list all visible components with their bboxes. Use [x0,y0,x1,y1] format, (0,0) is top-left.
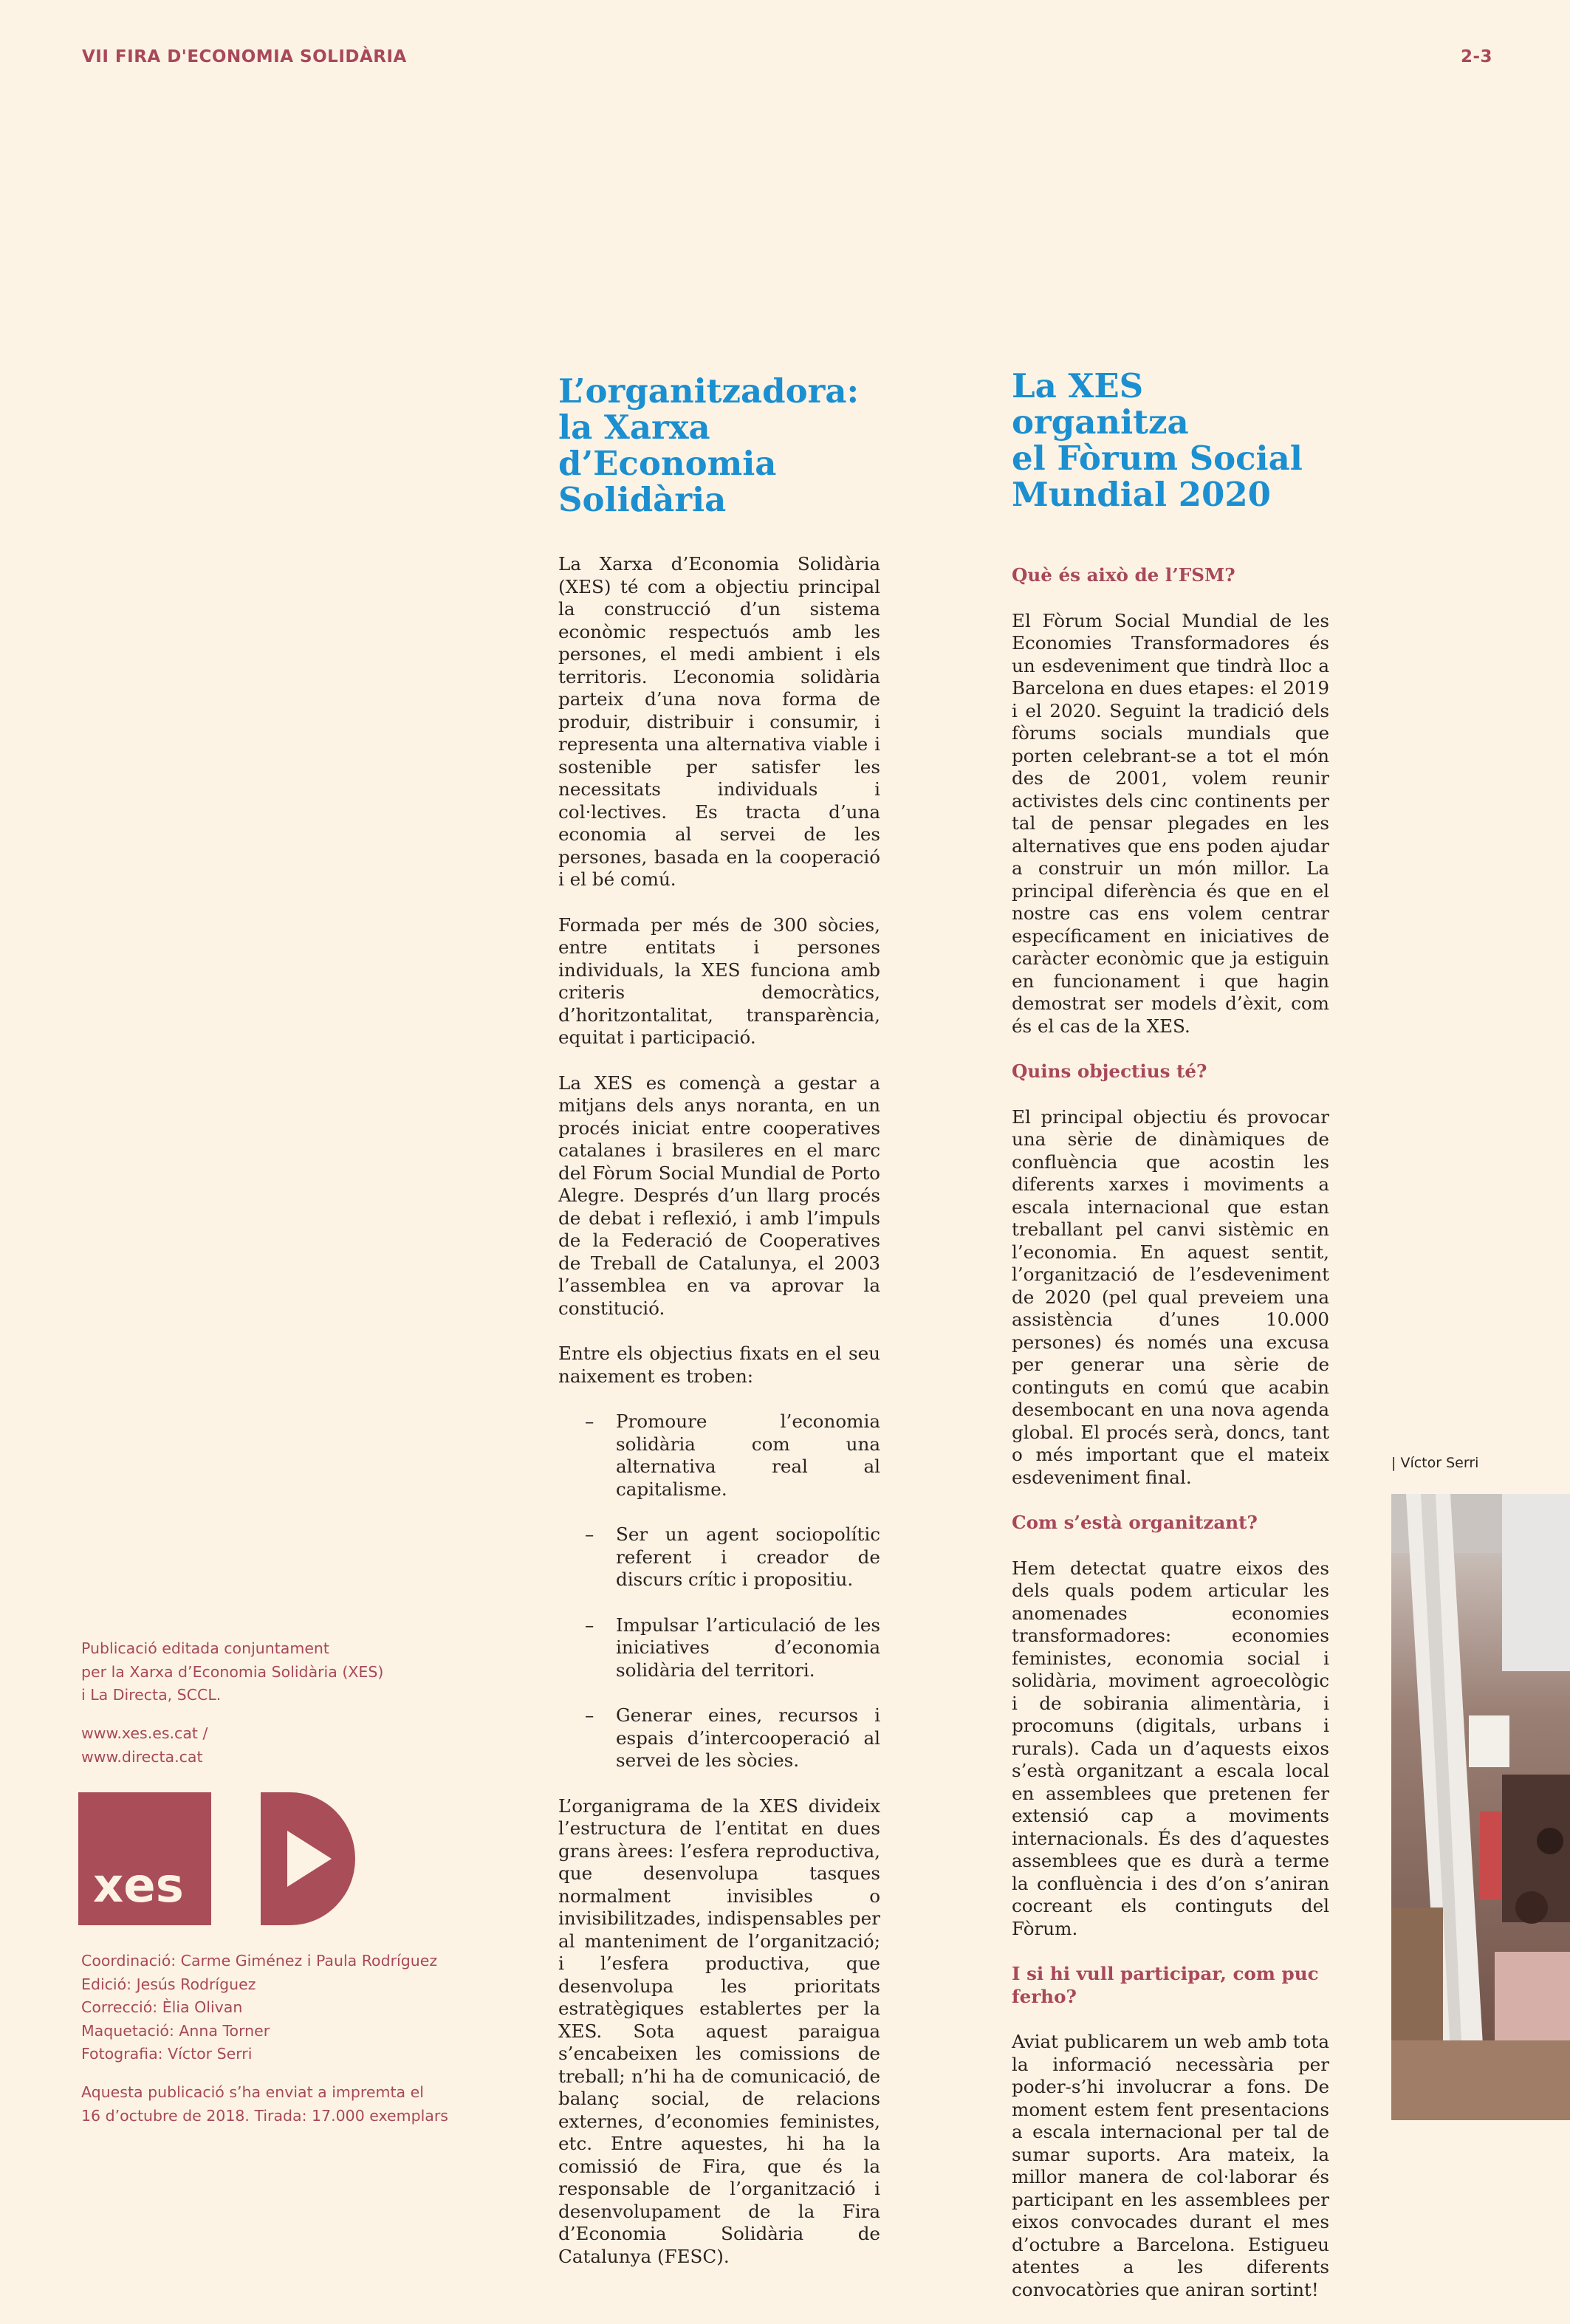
right-paragraph: El Fòrum Social Mundial de les Economies Transformadores és un esdeveniment que tindrà lloc a Barcelona en dues etapes: el 2019 i el 2020. Seguint la tradició dels fòrums socials mundials que porten celebrant-se a tot el món des de 2001, volem reunir activistes dels cinc continents per tal de pensar plegades en les alternatives que ens poden ajudar a construir un món millor. La principal diferència és que en el nostre cas ens volem centrar específicament en iniciatives de caràcter econòmic que ja estiguin en funcionament i que hagin demostrat ser models d’èxit, com és el cas de la XES. [1012,609,1329,1037]
link-directa[interactable]: www.directa.cat [81,1747,203,1766]
left-headline-line: d’Economia [558,444,777,483]
right-paragraph: Hem detectat quatre eixos des dels quals podem articular les anomenades economies transformadores: economies feministes, economia social i solidària, moviment agroecològic i de sobirania alimentària, i procomuns (digitals, urbans i rurals). Cada un d’aquests eixos s’està organitzant a escala local en assemblees que pretenen fer extensió cap a moviments internacionals. És des d’aquestes assemblees que es durà a terme la confluència i des d’on s’aniran cocreant els continguts del Fòrum. [1012,1557,1329,1939]
links [81,1722,208,1769]
left-paragraph: Formada per més de 300 sòcies, entre entitats i persones individuals, la XES funciona amb criteris democràtics, d’horitzontalitat, transparència, equitat i participació. [558,914,880,1048]
list-item: – Promoure l’economia solidària com una alternativa real al capitalisme. [585,1410,880,1500]
subhead: I si hi vull participar, com puc ferho? [1012,1963,1319,2007]
left-paragraph: La XES es començà a gestar a mitjans dels anys noranta, en un procés iniciat entre cooperatives catalanes i brasileres en el marc del Fòrum Social Mundial de Porto Alegre. Després d’un llarg procés de debat i reflexió, i amb l’impuls de la Federació de Cooperatives de Treball de Catalunya, el 2003 l’assemblea en va aprovar la constitució. [558,1072,880,1319]
directa-logo-icon [261,1792,355,1925]
left-headline-line: L’organitzadora: [558,371,860,411]
credit-line: Correcció: Èlia Olivan [81,1998,243,2016]
objectives-list [558,1410,880,1772]
left-paragraph: La Xarxa d’Economia Solidària (XES) té com a objectiu principal la construcció d’un sistema econòmic respectuós amb les persones, el medi ambient i els territoris. L’economia solidària parteix d’una nova forma de produir, distribuir i consumir, i representa una alternativa viable i sostenible per satisfer les necessitats individuals i col·lectives. Es tracta d’una economia al servei de les persones, basada en la cooperació i el bé comú. [558,553,880,890]
photo-caption: | Víctor Serri [1391,1455,1479,1471]
link-xes[interactable]: www.xes.es.cat / [81,1724,208,1742]
section-title: VII FIRA D'ECONOMIA SOLIDÀRIA [82,47,407,66]
event-photo [1391,1494,1570,2120]
list-item: – Impulsar l’articulació de les iniciatives d’economia solidària del territori. [585,1614,880,1681]
publication-line: per la Xarxa d’Economia Solidària (XES) [81,1662,384,1681]
right-headline-line: La XES organitza [1012,366,1189,442]
directa-logo [261,1792,355,1925]
credit-line: Edició: Jesús Rodríguez [81,1975,256,1993]
publication-line: i La Directa, SCCL. [81,1686,222,1704]
subhead: Què és això de l’FSM? [1012,564,1235,586]
left-closing-paragraph: L’organigrama de la XES divideix l’estructura de l’entitat en dues grans àrees: l’esfera reproductiva, que desenvolupa tasques normalment invisibles o invisibilitzades, indispensables per al manteniment de l’organització; i l’esfera productiva, que desenvolupa les prioritats estratègiques establertes per la XES. Sota aquest paraigua s’encabeixen les comissions de treball; n’hi ha de comunicació, de balanç social, de relacions externes, d’economies feministes, etc. Entre aquestes, hi ha la comissió de Fira, que és la responsable de l’organització i desenvolupament de la Fira d’Economia Solidària de Catalunya (FESC). [558,1795,880,2267]
left-paragraph: Entre els objectius fixats en el seu naixement es troben: [558,1343,880,1387]
credit-line: Maquetació: Anna Torner [81,2021,270,2040]
credit-line: Fotografia: Víctor Serri [81,2045,253,2063]
left-article [558,373,880,2291]
print-line: Aquesta publicació s’ha enviat a impremta el [81,2083,424,2101]
list-item: – Ser un agent sociopolític referent i creador de discurs crític i propositiu. [585,1523,880,1590]
photo-illustration [1391,1494,1570,2120]
credit-line: Coordinació: Carme Giménez i Paula Rodríguez [81,1952,438,1970]
xes-logo [78,1792,211,1925]
subhead: Quins objectius té? [1012,1060,1207,1082]
right-paragraph: El principal objectiu és provocar una sèrie de dinàmiques de confluència que acostin les diferents xarxes i moviments a escala internacional que estan treballant pel canvi sistèmic en l’economia. En aquest sentit, l’organització de l’esdeveniment de 2020 (pel qual preveiem una assistència d’unes 10.000 persones) és només una excusa per generar una sèrie de continguts en comú que acabin desembocant en una nova agenda global. El procés serà, doncs, tant o més important que el mateix esdeveniment final. [1012,1106,1329,1488]
right-headline-line: el Fòrum Social [1012,439,1303,478]
right-paragraph: Aviat publicarem un web amb tota la informació necessària per poder-s’hi involucrar a fons. De moment estem fent presentacions a escala internacional per tal de sumar suports. Ara mateix, la millor manera de col·laborar és participant en les assemblees per eixos convocades durant el mes d’octubre a Barcelona. Estigueu atentes a les diferents convocatòries que aniran sortint! [1012,2031,1329,2300]
right-article [1012,368,1329,2324]
publication-note [81,1637,383,1707]
xes-logo-text: xes [93,1859,184,1913]
publication-line: Publicació editada conjuntament [81,1639,329,1657]
left-headline [558,373,880,518]
right-headline [1012,368,1329,513]
page-numbers: 2-3 [1461,47,1493,66]
subhead: Com s’està organitzant? [1012,1512,1258,1533]
left-headline-line: la Xarxa [558,408,710,447]
print-info [81,2081,448,2128]
list-item: – Generar eines, recursos i espais d’intercooperació al servei de les sòcies. [585,1704,880,1771]
left-headline-line: Solidària [558,480,727,519]
right-headline-line: Mundial 2020 [1012,475,1271,514]
staff-credits [81,1950,437,2066]
print-line: 16 d’octubre de 2018. Tirada: 17.000 exemplars [81,2106,448,2125]
